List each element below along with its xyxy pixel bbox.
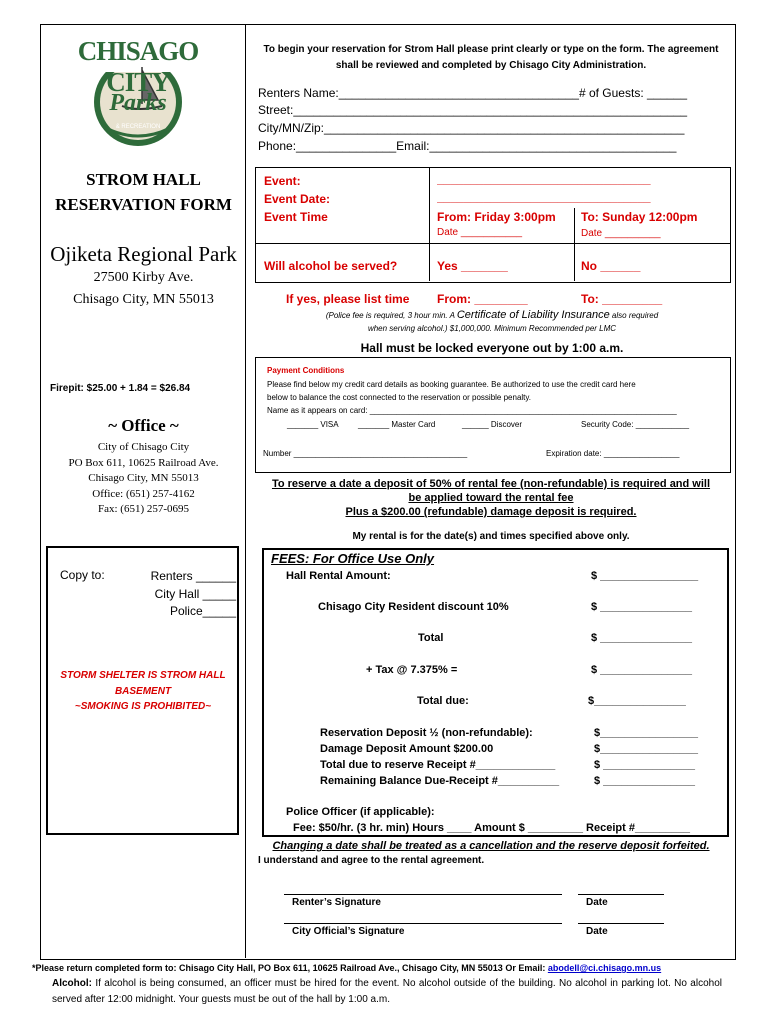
deposit-line-1: To reserve a date a deposit of 50% of rental fee (non-refundable) is required and will — [271, 478, 711, 490]
alcohol-time-label: If yes, please list time — [286, 292, 410, 306]
renter-signature-label: Renter’s Signature — [292, 897, 381, 908]
official-signature-line[interactable] — [284, 923, 562, 924]
card-name-field[interactable]: Name as it appears on card: _____________________________________________________________________ — [267, 406, 677, 415]
event-time-label: Event Time — [264, 210, 328, 224]
payment-line-1: Please find below my credit card details as booking guarantee. Be authorized to use the credit card here — [267, 380, 636, 389]
police-fee-line[interactable]: Fee: $50/hr. (3 hr. min) Hours ____ Amount $ _________ Receipt #_________ — [293, 822, 691, 834]
deposit-line-2: be applied toward the rental fee — [408, 492, 574, 504]
event-date-label: Event Date: — [264, 192, 331, 206]
firepit-fee: Firepit: $25.00 + 1.84 = $26.84 — [50, 383, 191, 394]
expiration-field[interactable]: Expiration date: _________________ — [546, 449, 680, 458]
storm-line-3: ~SMOKING IS PROHIBITED~ — [74, 701, 212, 712]
tax-label: + Tax @ 7.375% = — [366, 664, 458, 676]
police-note-d: when serving alcohol.) $1,000,000. Minimum Recommended per LMC — [367, 324, 617, 333]
park-address-2: Chisago City, MN 55013 — [73, 292, 214, 307]
phone-email-field[interactable]: Phone:_______________Email:_____________________________________ — [258, 139, 677, 153]
cancellation-notice: Changing a date shall be treated as a cancellation and the reserve deposit forfeited. — [272, 840, 710, 852]
office-title: ~ Office ~ — [108, 416, 179, 435]
police-officer-label: Police Officer (if applicable): — [286, 806, 435, 818]
office-line: City of Chisago City — [97, 441, 190, 453]
office-line: Chisago City, MN 55013 — [88, 472, 199, 484]
renter-signature-line[interactable] — [284, 894, 562, 895]
logo-title: CHISAGO CITY — [77, 36, 199, 97]
resident-discount-label: Chisago City Resident discount 10% — [318, 601, 509, 613]
alcohol-question: Will alcohol be served? — [264, 259, 398, 273]
alcohol-from-field[interactable]: From: ________ — [437, 292, 528, 306]
copy-city-hall[interactable]: City Hall _____ — [154, 586, 236, 601]
park-address-1: 27500 Kirby Ave. — [93, 270, 194, 285]
event-date-field[interactable]: ________________________________ — [437, 190, 651, 204]
storm-line-2: BASEMENT — [114, 685, 172, 697]
reservation-deposit-value[interactable]: $________________ — [594, 727, 699, 739]
office-info — [42, 440, 245, 518]
remaining-balance-value[interactable]: $ _______________ — [594, 775, 695, 787]
email-link[interactable]: abodell@ci.chisago.mn.us — [547, 963, 662, 973]
deposit-line-3: Plus a $200.00 (refundable) damage deposit is required. — [345, 506, 637, 518]
alcohol-policy-text: If alcohol is being consumed, an officer must be hired for the event. No alcohol outside of the building. No alcohol in parking lot. No alcohol served after 12:00 midnight. Your guests must be out of the hall by 1:00 a.m. — [52, 978, 722, 1005]
logo-recreation: & RECREATION — [115, 124, 161, 130]
event-name-field[interactable]: ________________________________ — [437, 172, 651, 186]
payment-title: Payment Conditions — [267, 366, 345, 375]
payment-line-2: below to balance the cost connected to the reservation or possible penalty. — [267, 393, 532, 402]
renter-date-label: Date — [586, 897, 608, 908]
mastercard-option[interactable]: _______ Master Card — [358, 420, 436, 429]
damage-deposit-value[interactable]: $________________ — [594, 743, 699, 755]
intro-text: To begin your reservation for Strom Hall please print clearly or type on the form. The agreement shall be reviewed and completed by Chisago City Administration. — [263, 44, 719, 71]
total-value[interactable]: $ _______________ — [591, 632, 692, 644]
hall-rental-value[interactable]: $ ________________ — [591, 570, 699, 582]
park-name: Ojiketa Regional Park — [50, 242, 237, 266]
resident-discount-value[interactable]: $ _______________ — [591, 601, 692, 613]
form-title-line2: RESERVATION FORM — [55, 195, 232, 214]
security-code-field[interactable]: Security Code: ____________ — [581, 420, 690, 429]
lock-notice: Hall must be locked everyone out by 1:00 a.m. — [360, 341, 624, 355]
police-note-a: (Police fee is required, 3 hour min. A — [325, 311, 457, 320]
storm-line-1: STORM SHELTER IS STROM HALL — [60, 670, 226, 681]
visa-option[interactable]: _______ VISA — [287, 420, 339, 429]
event-label: Event: — [264, 174, 301, 188]
alcohol-no-field[interactable]: No ______ — [581, 259, 641, 273]
discover-option[interactable]: ______ Discover — [462, 420, 523, 429]
form-title-line1: STROM HALL — [86, 170, 201, 189]
due-to-reserve-value[interactable]: $ _______________ — [594, 759, 695, 771]
copy-renters[interactable]: Renters ______ — [150, 569, 236, 583]
office-line: Office: (651) 257-4162 — [92, 487, 195, 500]
damage-deposit-label: Damage Deposit Amount $200.00 — [320, 743, 494, 755]
agreement-statement: I understand and agree to the rental agreement. — [258, 855, 485, 866]
alcohol-to-field[interactable]: To: _________ — [581, 292, 663, 306]
copy-police[interactable]: Police_____ — [169, 604, 236, 618]
alcohol-policy-label: Alcohol: — [52, 978, 92, 989]
column-divider — [245, 24, 246, 958]
police-fee-note — [255, 309, 729, 335]
copy-to-list — [130, 568, 236, 621]
fees-box — [262, 548, 729, 837]
official-signature-label: City Official’s Signature — [292, 926, 405, 937]
logo-parks: Parks — [109, 90, 167, 116]
alcohol-policy — [52, 976, 722, 1008]
storm-shelter-note — [50, 668, 236, 715]
total-due-label: Total due: — [417, 695, 469, 707]
total-label: Total — [418, 632, 444, 644]
copy-to-label: Copy to: — [60, 568, 105, 582]
return-instructions — [32, 963, 752, 973]
official-date-label: Date — [586, 926, 608, 937]
fees-title: FEES: For Office Use Only — [271, 551, 435, 566]
office-line: Fax: (651) 257-0695 — [97, 503, 190, 515]
event-time-to: To: Sunday 12:00pm — [581, 210, 698, 224]
remaining-balance-label: Remaining Balance Due-Receipt #__________ — [320, 775, 560, 787]
renters-name-field[interactable]: Renters Name:____________________________________# of Guests: ______ — [258, 86, 688, 100]
total-due-value[interactable]: $_______________ — [588, 695, 686, 707]
hall-rental-label: Hall Rental Amount: — [286, 570, 391, 582]
card-number-field[interactable]: Number _______________________________________ — [263, 449, 468, 458]
office-line: PO Box 611, 10625 Railroad Ave. — [68, 456, 219, 469]
event-date-to-field[interactable]: Date __________ — [581, 228, 661, 239]
tax-value[interactable]: $ _______________ — [591, 664, 692, 676]
official-date-line[interactable] — [578, 923, 664, 924]
chisago-city-parks-logo — [66, 32, 210, 150]
reservation-deposit-label: Reservation Deposit ½ (non-refundable): — [320, 727, 533, 739]
rental-dates-note: My rental is for the date(s) and times specified above only. — [352, 531, 630, 542]
event-time-from: From: Friday 3:00pm — [437, 210, 556, 224]
liability-insurance: Certificate of Liability Insurance — [456, 309, 610, 321]
renter-date-line[interactable] — [578, 894, 664, 895]
due-to-reserve-label: Total due to reserve Receipt #_____________ — [320, 759, 556, 771]
return-text: *Please return completed form to: Chisago City Hall, PO Box 611, 10625 Railroad Ave., Chisago City, MN 55013 Or Email: — [32, 963, 548, 973]
street-field[interactable]: Street:___________________________________________________________ — [258, 103, 688, 117]
event-date-from-field[interactable]: Date ___________ — [437, 227, 523, 238]
alcohol-yes-field[interactable]: Yes _______ — [437, 259, 508, 273]
city-field[interactable]: City/MN/Zip:______________________________________________________ — [258, 121, 685, 135]
police-note-c: also required — [609, 311, 659, 320]
